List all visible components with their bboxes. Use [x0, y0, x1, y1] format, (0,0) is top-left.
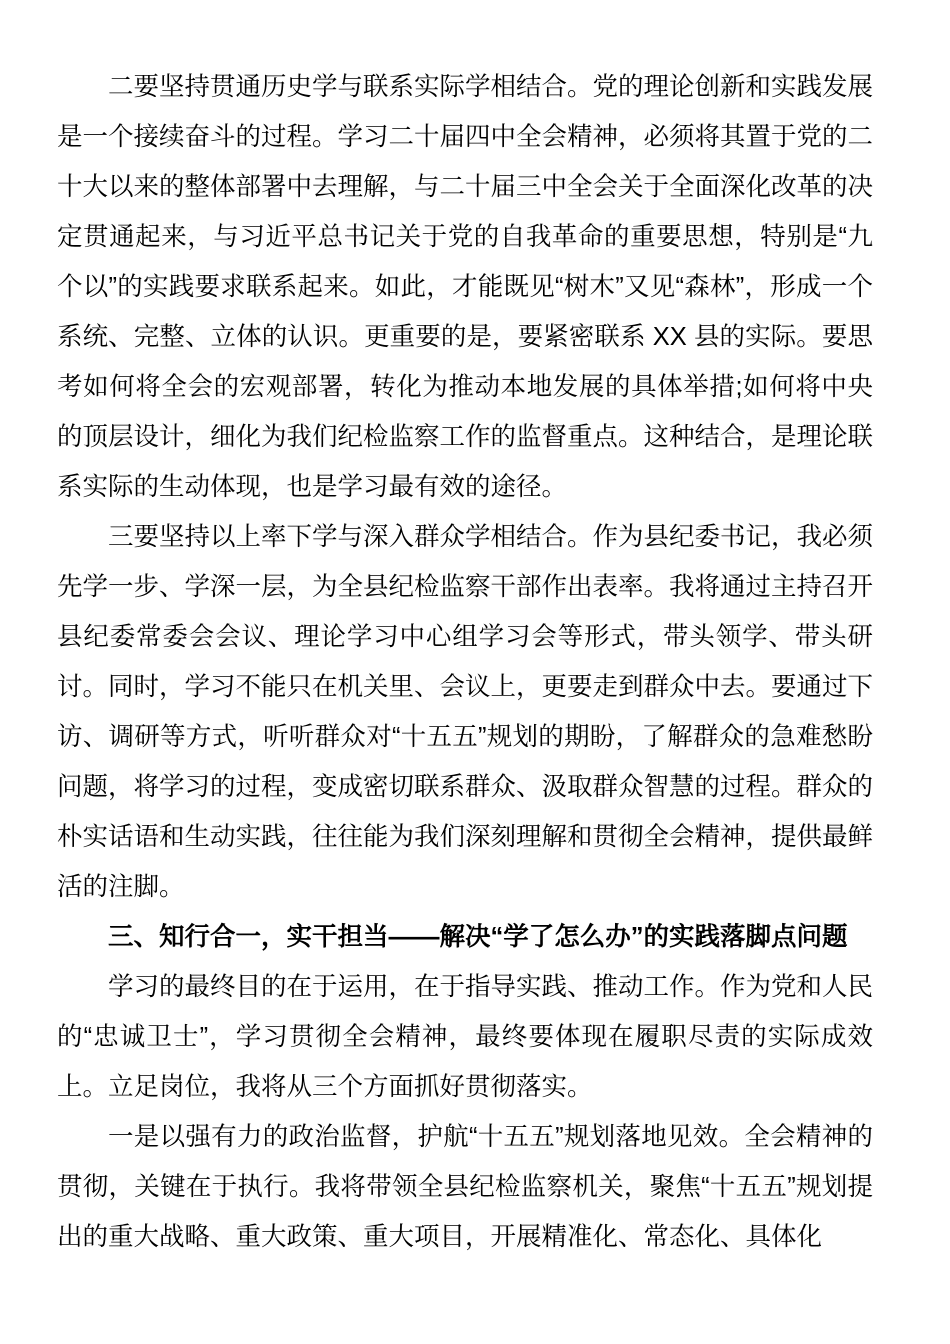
document-page: [57, 62, 873, 1262]
section-heading-part-three: 三、知行合一，实干担当——解决“学了怎么办”的实践落脚点问题: [108, 923, 848, 951]
body-paragraph-political-supervision: 一是以强有力的政治监督，护航“十五五”规划落地见效。全会精神的贯彻，关键在于执行。我将带领全县纪检监察机关，聚焦“十五五”规划提出的重大战略、重大政策、重大项目，开展精准化、常态化、具体化: [57, 1123, 873, 1251]
body-paragraph-lead-by-example: 三要坚持以上率下学与深入群众学相结合。作为县纪委书记，我必须先学一步、学深一层，为全县纪检监察干部作出表率。我将通过主持召开县纪委常委会会议、理论学习中心组学习会等形式，带头领学、带头研讨。同时，学习不能只在机关里、会议上，更要走到群众中去。要通过下访、调研等方式，听听群众对“十五五”规划的期盼，了解群众的急难愁盼问题，将学习的过程，变成密切联系群众、汲取群众智慧的过程。群众的朴实话语和生动实践，往往能为我们深刻理解和贯彻全会精神，提供最鲜活的注脚。: [57, 523, 874, 901]
body-paragraph-apply-learning: 学习的最终目的在于运用，在于指导实践、推动工作。作为党和人民的“忠诚卫士”，学习贯彻全会精神，最终要体现在履职尽责的实际成效上。立足岗位，我将从三个方面抓好贯彻落实。: [57, 973, 874, 1101]
body-paragraph-history-study: 二要坚持贯通历史学与联系实际学相结合。党的理论创新和实践发展是一个接续奋斗的过程。学习二十届四中全会精神，必须将其置于党的二十大以来的整体部署中去理解，与二十届三中全会关于全面深化改革的决定贯通起来，与习近平总书记关于党的自我革命的重要思想，特别是“九个以”的实践要求联系起来。如此，才能既见“树木”又见“森林”，形成一个系统、完整、立体的认识。更重要的是，要紧密联系 XX 县的实际。要思考如何将全会的宏观部署，转化为推动本地发展的具体举措;如何将中央的顶层设计，细化为我们纪检监察工作的监督重点。这种结合，是理论联系实际的生动体现，也是学习最有效的途径。: [57, 73, 874, 501]
